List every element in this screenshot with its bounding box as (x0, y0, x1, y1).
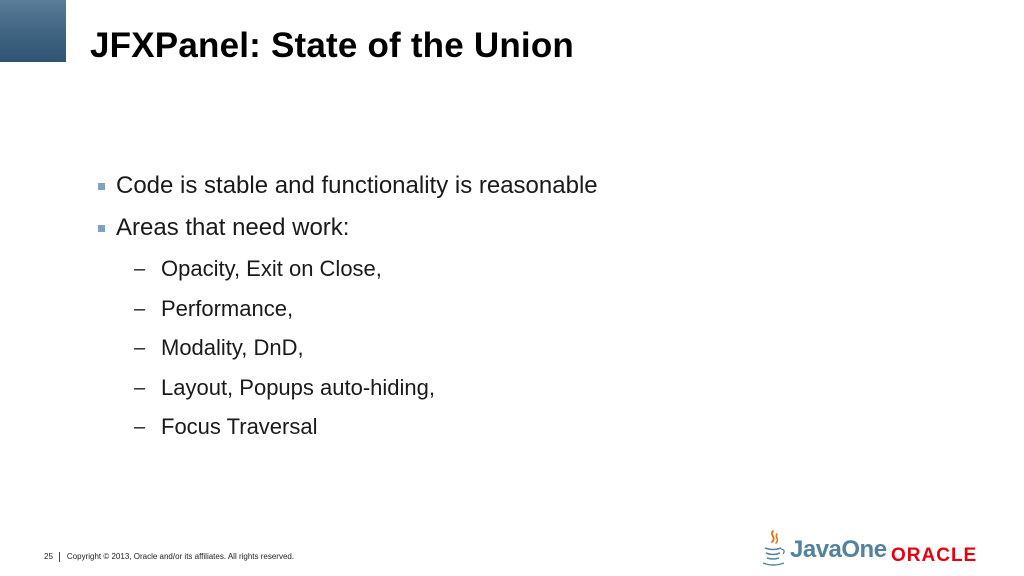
javaone-logo (760, 528, 887, 568)
sub-bullet-item (98, 335, 978, 375)
oracle-logo: ORACLE (891, 545, 978, 566)
javaone-wordmark: JavaOne (790, 536, 887, 563)
dash-marker: – (134, 297, 146, 320)
bullet-text: Code is stable and functionality is reasonable (116, 172, 598, 199)
bullet-item (98, 214, 978, 256)
slide-content (98, 172, 978, 454)
slide-footer (44, 552, 294, 562)
sub-bullet-item (98, 375, 978, 415)
sub-bullet-text: Layout, Popups auto-hiding, (161, 374, 435, 400)
footer-divider (59, 552, 60, 562)
dash-marker: – (134, 416, 146, 438)
dash-marker: – (134, 337, 146, 359)
dash-marker: – (134, 258, 146, 280)
copyright-text: Copyright © 2013, Oracle and/or its affiliates. All rights reserved. (66, 552, 295, 562)
bullet-item (98, 172, 978, 214)
square-bullet-icon (98, 225, 105, 232)
bullet-text: Areas that need work: (116, 214, 350, 241)
page-number: 25 (44, 552, 53, 562)
java-cup-icon (760, 528, 788, 568)
slide-title: JFXPanel: State of the Union (90, 26, 574, 65)
square-bullet-icon (98, 183, 105, 190)
sub-bullet-text: Opacity, Exit on Close, (161, 256, 382, 281)
sub-bullet-text: Modality, DnD, (161, 335, 304, 360)
sub-bullet-item (98, 414, 978, 454)
sub-bullet-text: Performance, (161, 295, 294, 321)
sub-bullet-item (98, 256, 978, 296)
sub-bullet-item (98, 296, 978, 336)
corner-accent-block (0, 0, 66, 62)
dash-marker: – (134, 376, 146, 399)
sub-bullet-text: Focus Traversal (161, 414, 318, 439)
